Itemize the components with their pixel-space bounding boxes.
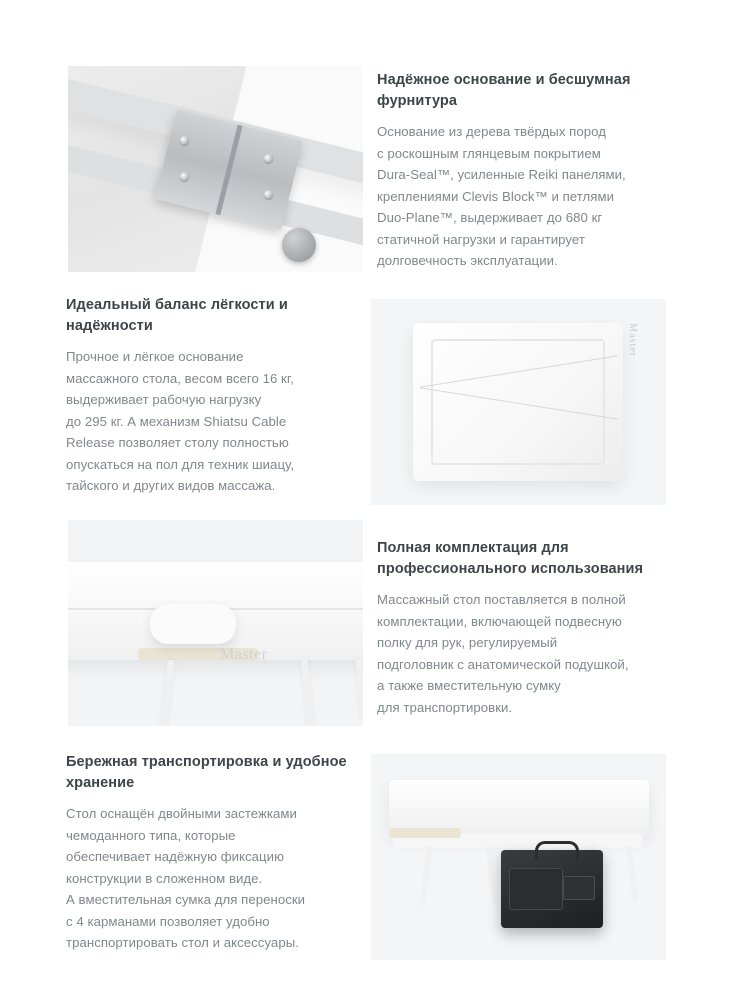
hinge-screw	[180, 136, 189, 145]
section-foundation-body	[377, 121, 665, 272]
body-line: чемоданного типа, которые	[66, 827, 236, 843]
heading-line: лёгкости и надёжности	[66, 297, 288, 334]
carrying-case-pocket	[509, 868, 563, 910]
heading-line: и бесшумная фурнитура	[377, 72, 631, 109]
table-leg	[355, 660, 363, 720]
body-line: комплектации, включающей подвесную	[377, 613, 622, 629]
carrying-case	[501, 850, 603, 928]
body-line: статичной нагрузки и гарантирует	[377, 231, 585, 247]
heading-line: Бережная транспортировка	[66, 754, 269, 770]
body-line: Стол оснащён двойными застежками	[66, 806, 297, 821]
headrest-cushion	[150, 604, 236, 644]
body-line: выдерживает рабочую нагрузку	[66, 392, 262, 407]
section-transport-heading	[66, 752, 358, 794]
body-line: для транспортировки.	[377, 699, 513, 715]
body-line: транспортировать стол и аксессуары.	[66, 935, 299, 950]
hinge-bolt	[282, 228, 316, 262]
section-balance	[66, 295, 356, 497]
body-line: опускаться на пол для техник шиацу,	[66, 456, 295, 472]
table-leg	[161, 660, 175, 726]
open-table-photo	[68, 520, 363, 726]
heading-line: Идеальный баланс	[66, 297, 207, 313]
table-with-case-photo	[371, 754, 666, 960]
body-line: конструкции в сложенном виде.	[66, 870, 263, 886]
body-line: а также вместительную сумку	[377, 678, 561, 693]
heading-line: профессионального использования	[377, 561, 644, 577]
body-line: долговечность эксплуатации.	[377, 253, 558, 268]
body-line: до 295 кг. А механизм Shiatsu Cable	[66, 413, 287, 429]
body-line: с 4 карманами позволяет удобно	[66, 913, 270, 929]
carrying-case-handle	[535, 841, 579, 860]
section-complete-heading	[377, 538, 669, 580]
section-foundation-heading	[377, 70, 665, 112]
table-leg	[626, 846, 639, 902]
brand-logo-text: Master	[627, 323, 638, 357]
section-transport-body	[66, 803, 358, 954]
hinge-screw	[264, 154, 273, 163]
section-balance-heading	[66, 295, 356, 337]
body-line: обеспечивает надёжную фиксацию	[66, 849, 285, 864]
heading-line: Надёжное основание	[377, 72, 532, 88]
brand-logo-text: Master	[220, 646, 268, 663]
body-line: с роскошным глянцевым покрытием	[377, 145, 601, 161]
hinge-hardware-photo	[68, 66, 363, 272]
hinge-screw	[180, 172, 189, 181]
body-line: Duo-Plane™, выдерживает до 680 кг	[377, 210, 603, 225]
hinge-screw	[264, 190, 273, 199]
heading-line: и удобное хранение	[66, 754, 347, 791]
carrying-case-label	[563, 876, 595, 900]
arm-shelf	[389, 828, 461, 838]
body-line: тайского и других видов массажа.	[66, 478, 276, 493]
body-line: массажного стола, весом всего 16 кг,	[66, 370, 294, 386]
heading-line: Полная комплектация для	[377, 540, 569, 556]
section-foundation	[377, 70, 665, 272]
section-transport	[66, 752, 358, 954]
section-balance-body	[66, 346, 356, 497]
folded-table-photo	[371, 299, 666, 505]
body-line: полку для рук, регулируемый	[377, 635, 558, 650]
body-line: Dura-Seal™, усиленные Reiki панелями,	[377, 167, 626, 182]
table-leg	[485, 846, 498, 904]
body-line: подголовник с анатомической подушкой,	[377, 656, 629, 672]
body-line: Массажный стол поставляется в полной	[377, 592, 626, 607]
body-line: А вместительная сумка для переноски	[66, 892, 306, 907]
body-line: Основание из дерева твёрдых пород	[377, 124, 606, 139]
table-leg	[301, 660, 315, 726]
section-complete	[377, 538, 669, 718]
body-line: Release позволяет столу полностью	[66, 435, 289, 450]
section-complete-body	[377, 589, 669, 718]
body-line: Прочное и лёгкое основание	[66, 349, 244, 364]
table-leg	[419, 846, 432, 906]
body-line: креплениями Clevis Block™ и петлями	[377, 188, 614, 204]
